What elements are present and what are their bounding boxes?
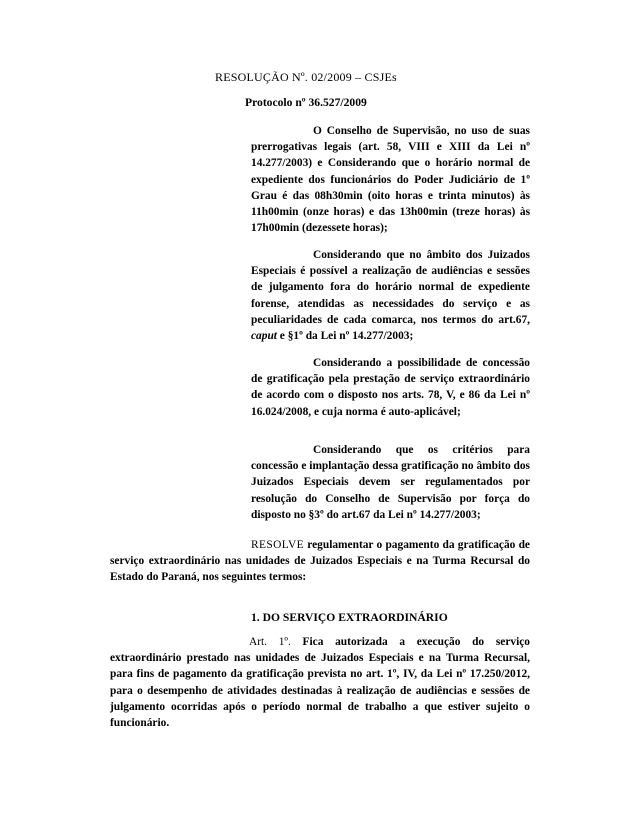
resolve-keyword: RESOLVE bbox=[251, 539, 305, 551]
resolve-paragraph bbox=[110, 537, 530, 586]
section-heading: 1. DO SERVIÇO EXTRAORDINÁRIO bbox=[251, 611, 448, 624]
considerando-text-2-italic: caput bbox=[251, 330, 277, 343]
resolve-text: regulamentar o pagamento da gratificação de serviço extraordinário nas unidades de Juizados Especiais e na Turma Recursal do Estado do Paraná, nos seguintes termos: bbox=[110, 539, 530, 584]
article-1-text: Fica autorizada a execução do serviço extraordinário prestado nas unidades de Juizados Especiais e na Turma Recursal, para fins de pagamento da gratificação prevista no art. 1º, IV, da Lei nº 17.250/2012, para o desempenho de atividades destinadas à realização de audiências e sessões de julgamento ocorridas após o período normal de trabalho a que estiver sujeito o funcionário. bbox=[110, 636, 530, 730]
considerando-text-1: O Conselho de Supervisão, no uso de suas prerrogativas legais (art. 58, VIII e XIII da Lei nº 14.277/2003) e Considerando que o horário normal de expediente dos funcionários do Poder Judiciário de 1º Grau é das 08h30min (oito horas e trinta minutos) às 11h00min (onze horas) e das 13h00min (treze horas) às 17h00min (dezessete horas); bbox=[251, 125, 530, 235]
resolution-title: RESOLUÇÃO Nº. 02/2009 – CSJEs bbox=[215, 70, 397, 84]
considerando-text-2b: e §1º da Lei nº 14.277/2003; bbox=[276, 330, 414, 343]
considerando-paragraph-3 bbox=[251, 355, 530, 420]
considerando-text-2a: Considerando que no âmbito dos Juizados Especiais é possível a realização de audiências e sessões de julgamento fora do horário normal de expediente forense, atendidas as necessidades do serviço e as peculiaridades de cada comarca, nos termos do art.67, bbox=[251, 249, 530, 326]
article-1-paragraph bbox=[110, 634, 530, 731]
considerando-text-3: Considerando a possibilidade de concessão de gratificação pela prestação de serviço extraordinário de acordo com o disposto nos arts. 78, V, e 86 da Lei nº 16.024/2008, e cuja norma é auto-aplicável; bbox=[251, 357, 530, 418]
article-1-label: Art. 1º. bbox=[249, 636, 291, 648]
considerando-paragraph-4 bbox=[251, 442, 530, 523]
considerando-paragraph-2 bbox=[251, 247, 530, 344]
considerando-text-4: Considerando que os critérios para concessão e implantação dessa gratificação no âmbito dos Juizados Especiais devem ser regulamentados por resolução do Conselho de Supervisão por força do disposto no §3º do art.67 da Lei nº 14.277/2003; bbox=[251, 444, 530, 521]
considerando-paragraph-1 bbox=[251, 123, 530, 236]
protocol-number: Protocolo nº 36.527/2009 bbox=[245, 96, 367, 109]
